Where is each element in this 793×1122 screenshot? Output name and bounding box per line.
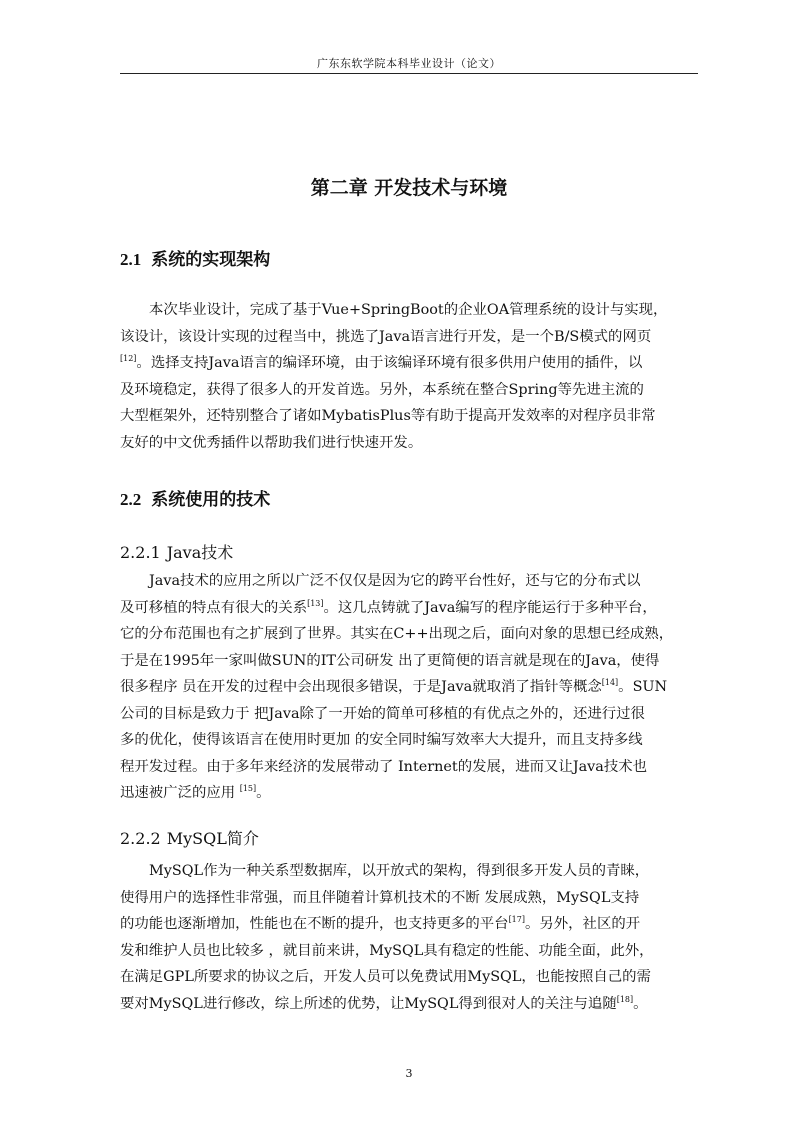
text-line: 公司的目标是致力于 把Java除了一开始的简单可移植的有优点之外的，还进行过很 xyxy=(120,705,645,722)
chapter-title: 第二章 开发技术与环境 xyxy=(310,177,508,199)
page-number: 3 xyxy=(405,1067,413,1080)
text-line: 它的分布范围也有之扩展到了世界。其实在C++出现之后，面向对象的思想已经成熟， xyxy=(120,626,674,642)
text-line xyxy=(120,991,698,1018)
text-line: 本次毕业设计，完成了基于Vue+SpringBoot的企业OA管理系统的设计与实现， xyxy=(149,302,668,318)
running-header: 广东东软学院本科毕业设计（论文） xyxy=(317,57,501,70)
paragraph-mysql xyxy=(120,858,698,1017)
paragraph-architecture xyxy=(120,297,698,456)
text-line: Java技术的应用之所以广泛不仅仅是因为它的跨平台性好，还与它的分布式以 xyxy=(149,573,641,589)
citation-ref: [17] xyxy=(508,915,525,924)
citation-ref: [14] xyxy=(601,678,619,687)
text-span: 及可移植的特点有很大的关系 xyxy=(120,599,308,616)
paragraph-java xyxy=(120,568,698,807)
text-span: 的功能也逐渐增加，性能也在不断的提升，也支持更多的平台 xyxy=(120,916,509,932)
text-line: 发和维护人员也比较多 ，就目前来讲，MySQL具有稳定的性能、功能全面，此外， xyxy=(120,942,654,959)
citation-ref: [15] xyxy=(239,784,257,793)
text-span: 要对MySQL进行修改，综上所述的优势，让MySQL得到很对人的关注与追随 xyxy=(120,995,617,1012)
subsection-number: 2.2.1 xyxy=(120,543,161,562)
text-span: 。另外，社区的开 xyxy=(524,916,641,932)
subsection-title: MySQL简介 xyxy=(166,829,259,848)
text-line: 多的优化，使得该语言在使用时更加 的安全同时编写效率大大提升，而且支持多线 xyxy=(120,732,643,748)
text-line: 在满足GPL所要求的协议之后，开发人员可以免费试用MySQL，也能按照自己的需 xyxy=(120,969,651,985)
section-title: 系统的实现架构 xyxy=(151,250,271,270)
section-heading-2-2 xyxy=(120,485,270,510)
header-rule xyxy=(120,73,698,74)
text-line xyxy=(120,911,698,938)
text-span: 。这几点铸就了Java编写的程序能运行于多种平台， xyxy=(323,599,657,616)
text-span: 。 xyxy=(633,995,648,1012)
subsection-number: 2.2.2 xyxy=(120,829,161,848)
text-line xyxy=(120,350,698,377)
subsection-title: Java技术 xyxy=(166,543,234,562)
text-line xyxy=(120,595,698,622)
text-line: 及环境稳定，获得了很多人的开发首选。另外，本系统在整合Spring等先进主流的 xyxy=(120,381,644,398)
section-number: 2.2 xyxy=(120,490,142,509)
subsection-heading-2-2-1 xyxy=(120,540,233,563)
section-heading-2-1 xyxy=(120,245,270,270)
citation-ref: [13] xyxy=(307,598,324,608)
text-line: 于是在1995年一家叫做SUN的IT公司研发 出了更简便的语言就是现在的Java，使得 xyxy=(120,652,660,669)
citation-ref: [12] xyxy=(120,354,137,363)
text-line: 程开发过程。由于多年来经济的发展带动了 Internet的发展，进而又让Java技术也 xyxy=(120,758,648,775)
text-span: 。SUN xyxy=(618,679,668,695)
text-span: 很多程序 员在开发的过程中会出现很多错误，于是Java就取消了指针等概念 xyxy=(120,679,602,695)
citation-ref: [18] xyxy=(616,994,634,1004)
text-span: 迅速被广泛的应用 xyxy=(120,785,240,801)
text-line: 友好的中文优秀插件以帮助我们进行快速开发。 xyxy=(120,434,423,451)
text-span: 。选择支持Java语言的编译环境，由于该编译环境有很多供用户使用的插件，以 xyxy=(136,355,643,371)
text-span: 。 xyxy=(256,785,271,801)
text-line xyxy=(120,674,698,701)
text-line: MySQL作为一种关系型数据库，以开放式的架构，得到很多开发人员的青睐， xyxy=(149,863,650,879)
text-line: 使得用户的选择性非常强，而且伴随着计算机技术的不断 发展成熟，MySQL支持 xyxy=(120,889,640,906)
text-line: 该设计，该设计实现的过程当中，挑选了Java语言进行开发，是一个B/S模式的网页 xyxy=(120,328,652,345)
text-line xyxy=(120,780,698,807)
section-number: 2.1 xyxy=(120,250,142,269)
text-line: 大型框架外，还特别整合了诸如MybatisPlus等有助于提高开发效率的对程序员非常 xyxy=(120,408,656,424)
section-title: 系统使用的技术 xyxy=(151,490,271,510)
subsection-heading-2-2-2 xyxy=(120,826,259,849)
